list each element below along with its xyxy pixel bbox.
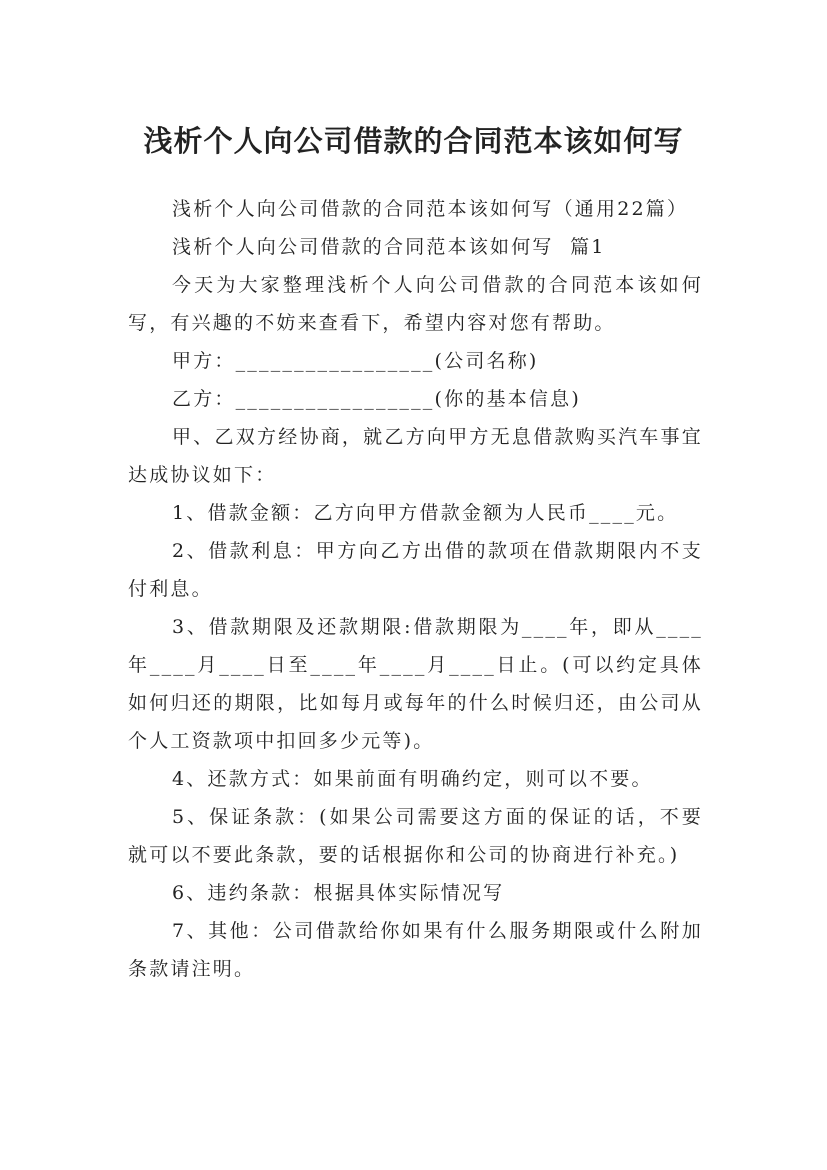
paragraph-clause-1: 1、借款金额：乙方向甲方借款金额为人民币____元。 [172,502,679,524]
paragraph-clause-2: 2、借款利息：甲方向乙方出借的款项在借款期限内不支付利息。 [128,540,703,600]
paragraph-clause-3: 3、借款期限及还款期限:借款期限为____年，即从____年____月____日至____年____月____日止。(可以约定具体如何归还的期限，比如每月或每年的什么时候归还，由公司从个人工资款项中扣回多少元等)。 [128,616,703,752]
document-title: 浅析个人向公司借款的合同范本该如何写 [143,124,684,159]
paragraph-clause-6: 6、违约条款：根据具体实际情况写 [172,882,505,904]
paragraph-agreement-preamble: 甲、乙双方经协商，就乙方向甲方无息借款购买汽车事宜达成协议如下： [128,426,703,486]
paragraph-collection-title: 浅析个人向公司借款的合同范本该如何写（通用22篇） [172,198,689,220]
paragraph-party-b: 乙方：_________________(你的基本信息) [172,388,581,410]
document-body [128,190,703,988]
paragraph-party-a: 甲方：_________________(公司名称) [172,350,539,372]
paragraph-clause-4: 4、还款方式：如果前面有明确约定，则可以不要。 [172,768,653,790]
paragraph-intro: 今天为大家整理浅析个人向公司借款的合同范本该如何写，有兴趣的不妨来查看下，希望内容对您有帮助。 [128,274,703,334]
paragraph-clause-5: 5、保证条款：(如果公司需要这方面的保证的话，不要就可以不要此条款，要的话根据你和公司的协商进行补充。) [128,806,703,866]
paragraph-clause-7: 7、其他：公司借款给你如果有什么服务期限或什么附加条款请注明。 [128,920,703,980]
paragraph-section-heading: 浅析个人向公司借款的合同范本该如何写 篇1 [172,236,606,258]
